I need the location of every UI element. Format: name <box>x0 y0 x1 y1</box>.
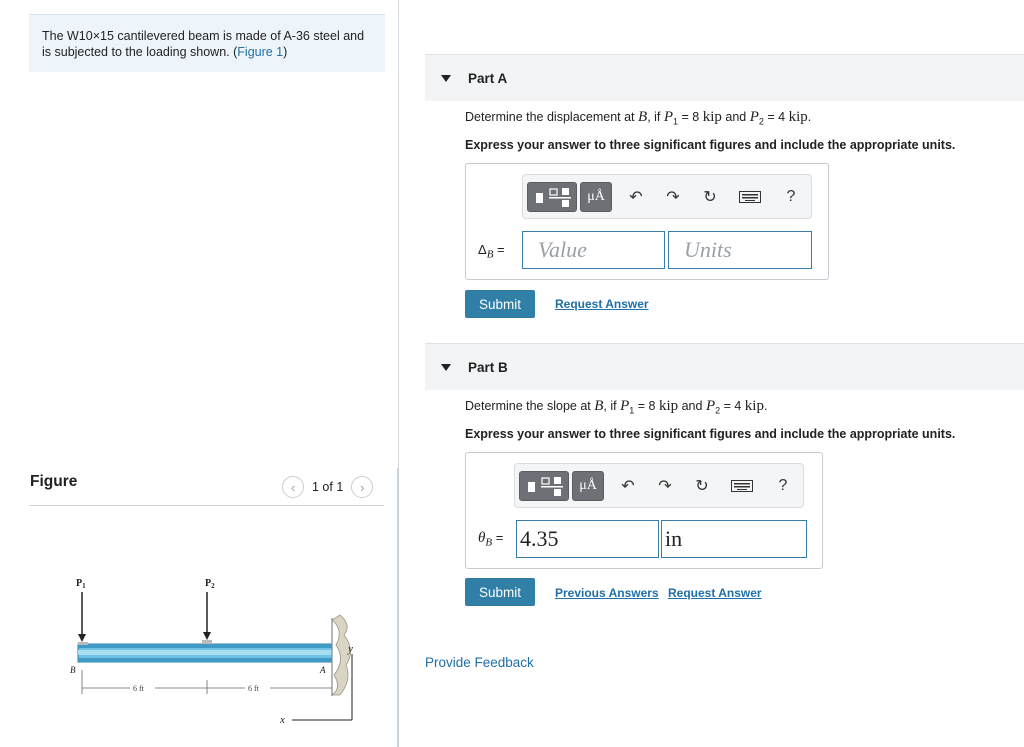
prev-figure-button[interactable] <box>282 476 304 498</box>
keyboard-icon[interactable] <box>737 187 763 207</box>
part-b-value-input[interactable]: 4.35 <box>516 520 659 558</box>
part-a-math-toolbar <box>522 174 812 219</box>
figure-link-open: ( <box>233 45 238 59</box>
redo-icon[interactable]: ↷ <box>658 478 672 495</box>
templates-button[interactable] <box>519 471 569 501</box>
part-b-header[interactable] <box>425 343 1024 390</box>
chevron-left-icon: ‹ <box>290 479 296 495</box>
help-icon: ? <box>778 477 788 494</box>
part-a-value-input[interactable]: Value <box>522 231 665 269</box>
redo-icon[interactable]: ↷ <box>666 189 680 206</box>
part-a-question: Determine the displacement at B, if $P_1 = 8$ kip and $P_2 = 4$ kip. <box>465 109 812 127</box>
keyboard-icon[interactable] <box>729 476 755 496</box>
reset-icon[interactable]: ↻ <box>703 189 717 206</box>
part-b-request-answer-link[interactable]: Request Answer <box>668 586 762 600</box>
chevron-right-icon: › <box>360 479 365 495</box>
point-a-label: A <box>320 665 326 675</box>
help-button[interactable] <box>781 187 801 207</box>
problem-statement <box>29 14 385 72</box>
part-b-submit-button[interactable]: Submit <box>465 578 535 606</box>
dimension-1-label: 6 ft <box>133 684 144 693</box>
units-symbol: μÅ <box>579 478 597 493</box>
p2-label: $P_2$ <box>205 578 215 590</box>
panel-divider-accent <box>397 468 399 747</box>
part-b-answer-box <box>465 452 823 569</box>
part-b-title: Part B <box>468 359 508 375</box>
part-b-question: Determine the slope at B, if $P_1 = 8$ kip and $P_2 = 4$ kip. <box>465 398 768 416</box>
reset-icon[interactable]: ↻ <box>695 478 709 495</box>
figure-title: Figure <box>30 473 78 490</box>
part-a-instruction: Express your answer to three significant figures and include the appropriate units. <box>465 138 956 152</box>
templates-button[interactable] <box>527 182 577 212</box>
part-a-answer-box <box>465 163 829 280</box>
fixed-support-wall <box>332 615 351 696</box>
part-b-answer-label: $\theta_B$ = <box>478 530 504 549</box>
help-icon: ? <box>786 188 796 205</box>
provide-feedback-link[interactable]: Provide Feedback <box>425 655 534 670</box>
figure-divider <box>29 505 384 506</box>
y-axis-label: y <box>348 643 353 655</box>
undo-icon[interactable]: ↶ <box>629 189 643 206</box>
undo-icon[interactable]: ↶ <box>621 478 635 495</box>
beam-figure <box>60 570 370 730</box>
x-axis-label: x <box>280 714 285 726</box>
units-button[interactable] <box>580 182 612 212</box>
collapse-triangle-icon <box>441 75 451 82</box>
units-symbol: μÅ <box>587 189 605 204</box>
part-b-units-input[interactable]: in <box>661 520 807 558</box>
part-a-submit-button[interactable]: Submit <box>465 290 535 318</box>
part-a-units-input[interactable]: Units <box>668 231 812 269</box>
part-b-instruction: Express your answer to three significant figures and include the appropriate units. <box>465 427 956 441</box>
fraction-template-icon <box>520 472 568 500</box>
problem-text: The W10×15 cantilevered beam is made of A-36 steel and is subjected to the loading shown. <box>42 29 365 59</box>
part-b-math-toolbar <box>514 463 804 508</box>
p1-arrow <box>78 592 86 642</box>
figure-link-close: ) <box>283 45 288 59</box>
figure-counter: 1 of 1 <box>312 480 344 494</box>
part-a-title: Part A <box>468 70 508 86</box>
part-a-answer-label: $\Delta_B$ = <box>478 242 505 261</box>
part-a-request-answer-link[interactable]: Request Answer <box>555 297 649 311</box>
part-a-header[interactable] <box>425 54 1024 101</box>
figure-link[interactable]: Figure 1 <box>237 45 284 59</box>
p2-arrow <box>203 592 211 640</box>
collapse-triangle-icon <box>441 364 451 371</box>
point-b-label: B <box>70 665 76 675</box>
help-button[interactable] <box>773 476 793 496</box>
figure-navigation <box>282 476 373 498</box>
next-figure-button[interactable] <box>351 476 373 498</box>
part-b-previous-answers-link[interactable]: Previous Answers <box>555 586 659 600</box>
fraction-template-icon <box>528 183 576 211</box>
units-button[interactable] <box>572 471 604 501</box>
p1-label: $P_1$ <box>76 578 86 590</box>
dimension-2-label: 6 ft <box>248 684 259 693</box>
